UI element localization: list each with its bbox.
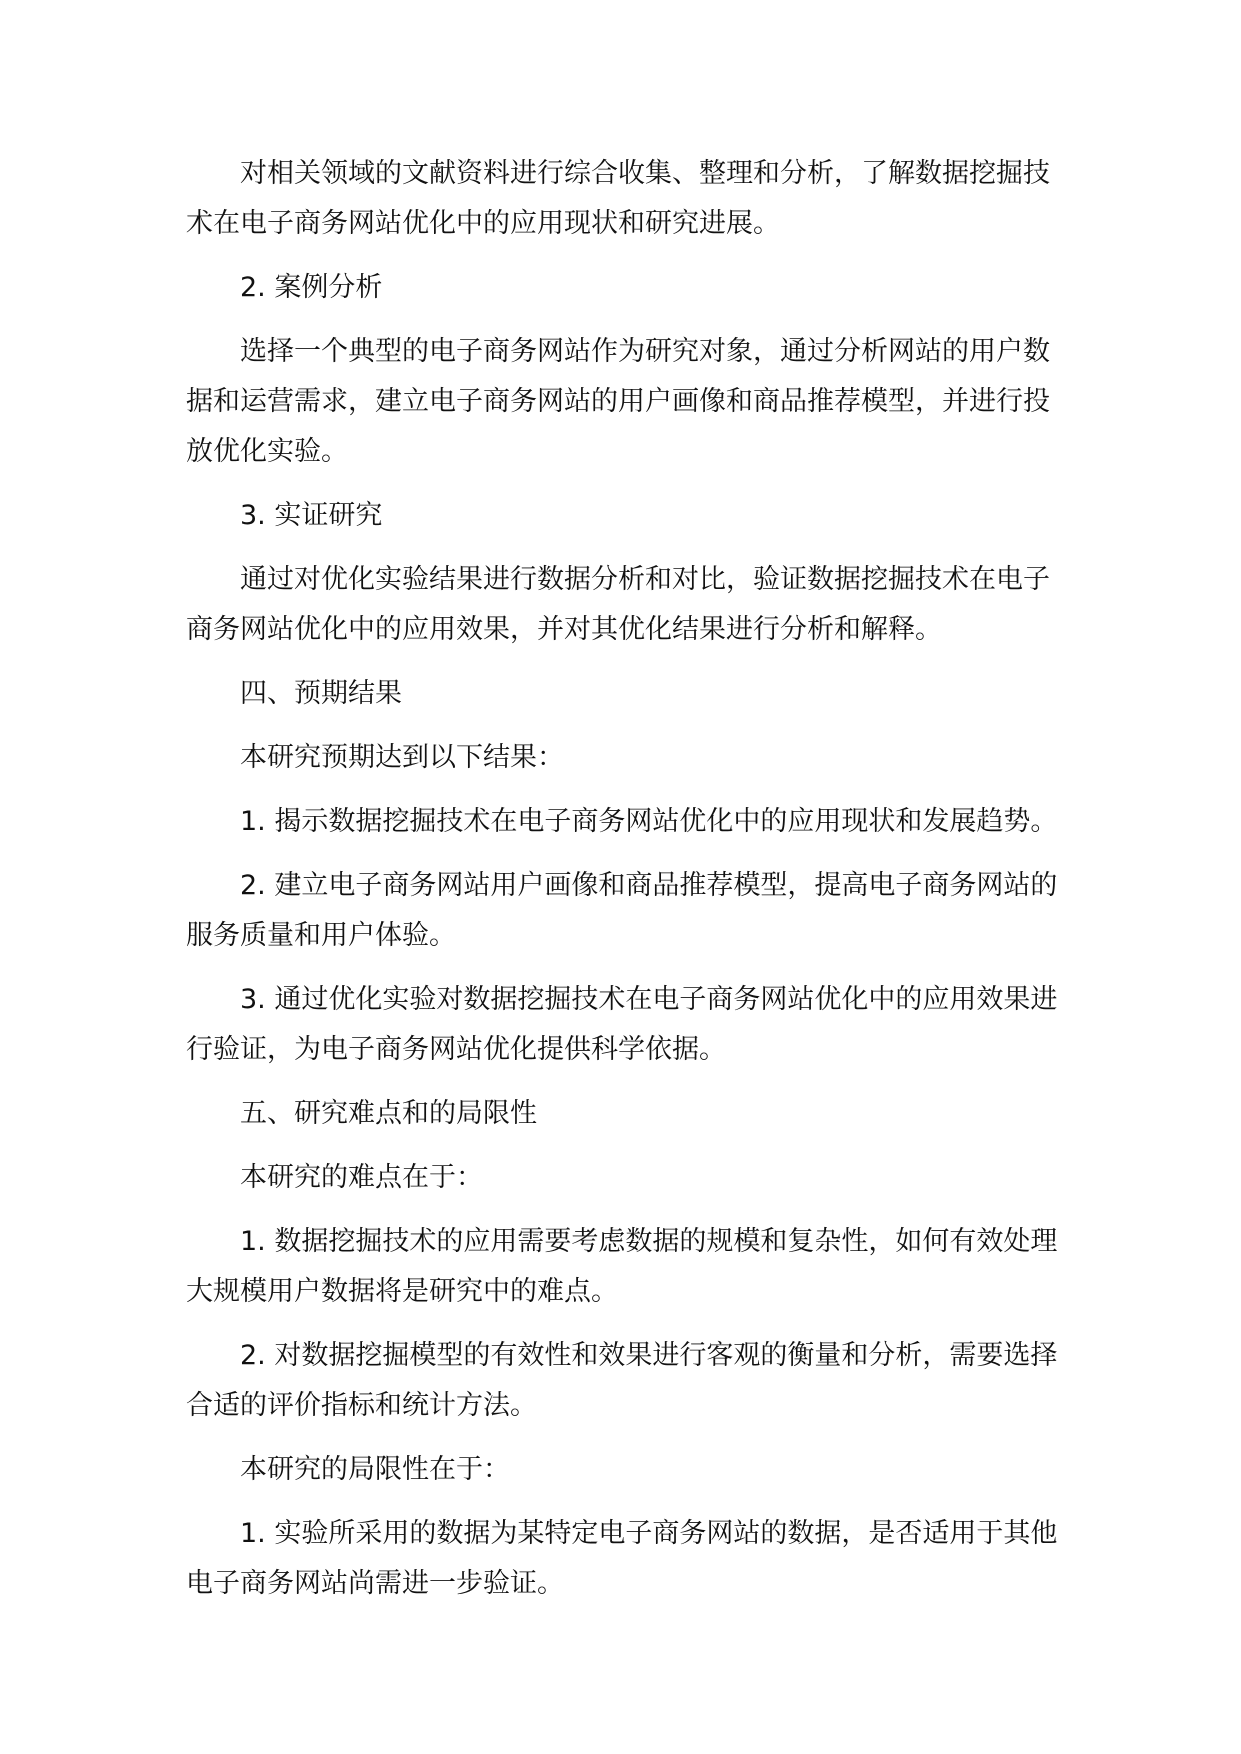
list-item-expected-2: 2. 建立电子商务网站用户画像和商品推荐模型，提高电子商务网站的服务质量和用户体验。 [186,870,1058,951]
list-item-difficulty-2: 2. 对数据挖掘模型的有效性和效果进行客观的衡量和分析，需要选择合适的评价指标和统计方法。 [186,1340,1058,1421]
paragraph-limitations-intro: 本研究的局限性在于： [240,1454,510,1485]
paragraph-empirical-research: 通过对优化实验结果进行数据分析和对比，验证数据挖掘技术在电子商务网站优化中的应用效果，并对其优化结果进行分析和解释。 [186,564,1050,645]
list-item-difficulty-1: 1. 数据挖掘技术的应用需要考虑数据的规模和复杂性，如何有效处理大规模用户数据将是研究中的难点。 [186,1226,1058,1307]
heading-difficulties-limitations: 五、研究难点和的局限性 [240,1098,537,1129]
paragraph-literature-review: 对相关领域的文献资料进行综合收集、整理和分析，了解数据挖掘技术在电子商务网站优化中的应用现状和研究进展。 [186,158,1050,239]
paragraph-expected-results-intro: 本研究预期达到以下结果： [240,742,564,773]
paragraph-case-analysis: 选择一个典型的电子商务网站作为研究对象，通过分析网站的用户数据和运营需求，建立电子商务网站的用户画像和商品推荐模型，并进行投放优化实验。 [186,336,1050,467]
heading-case-analysis: 2. 案例分析 [240,272,383,303]
heading-empirical-research: 3. 实证研究 [240,500,383,531]
list-item-expected-1: 1. 揭示数据挖掘技术在电子商务网站优化中的应用现状和发展趋势。 [240,806,1058,837]
list-item-expected-3: 3. 通过优化实验对数据挖掘技术在电子商务网站优化中的应用效果进行验证，为电子商务网站优化提供科学依据。 [186,984,1058,1065]
heading-expected-results: 四、预期结果 [240,678,402,709]
paragraph-difficulties-intro: 本研究的难点在于： [240,1162,483,1193]
list-item-limitation-1: 1. 实验所采用的数据为某特定电子商务网站的数据，是否适用于其他电子商务网站尚需进一步验证。 [186,1518,1058,1599]
document-body [186,149,1066,1623]
